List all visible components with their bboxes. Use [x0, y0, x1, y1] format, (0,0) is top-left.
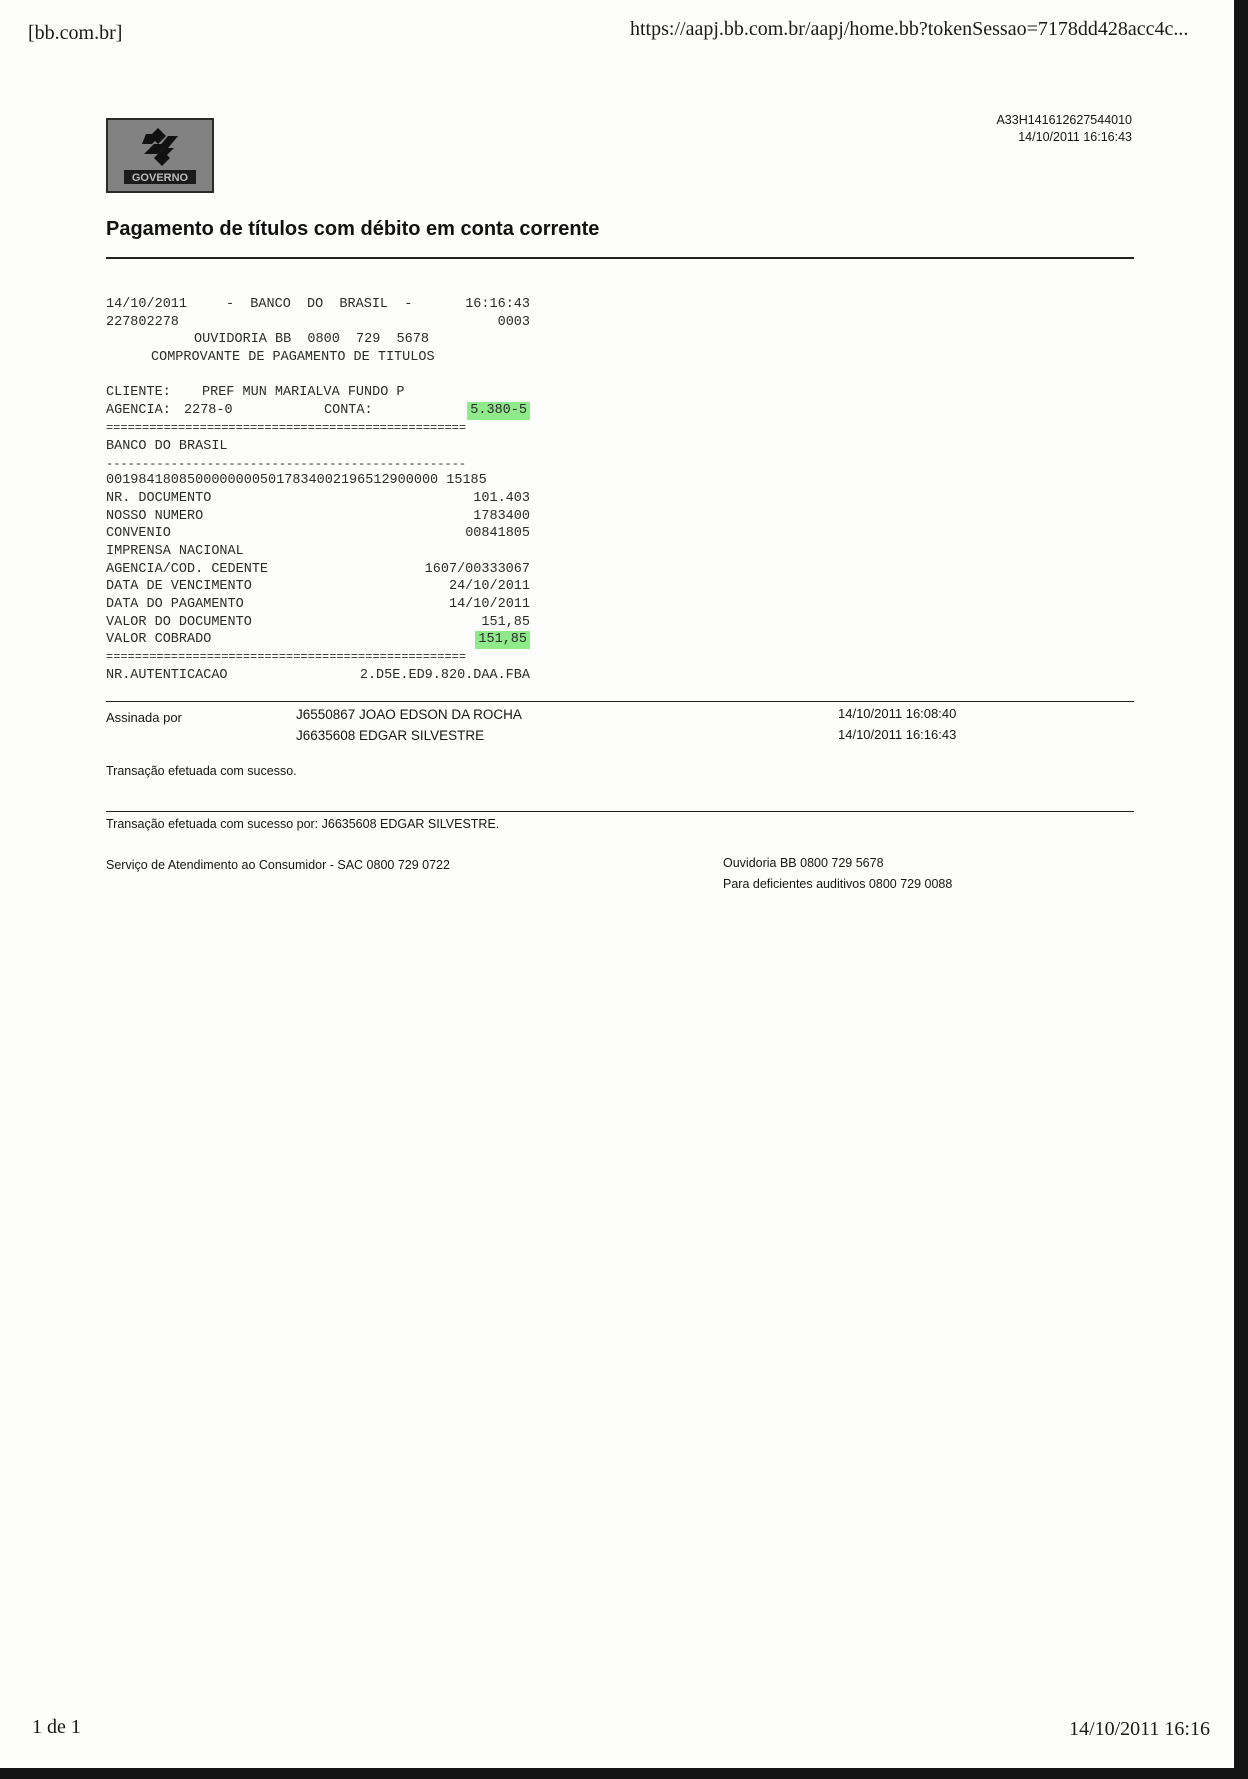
receipt-heading: COMPROVANTE DE PAGAMENTO DE TITULOS [151, 350, 435, 365]
print-footer-page: 1 de 1 [32, 1716, 81, 1738]
receipt-date: 14/10/2011 [106, 297, 188, 312]
receipt-sequence: 0003 [497, 315, 530, 330]
barcode-digits: 00198418085000000005017834002196512900000 15185 [106, 473, 487, 488]
ombudsman-contact: Ouvidoria BB 0800 729 5678 [723, 856, 884, 870]
receipt-single-rule: -------------------------------------------------- [106, 457, 467, 471]
agency-value: 2278-0 [184, 403, 233, 418]
auth-label: NR.AUTENTICACAO [106, 668, 228, 683]
client-name: PREF MUN MARIALVA FUNDO P [202, 385, 405, 400]
account-value-highlighted: 5.380-5 [467, 402, 530, 420]
receipt-line-2 [106, 314, 530, 332]
session-timestamp: 14/10/2011 16:16:43 [1018, 130, 1132, 144]
receipt-number: 227802278 [106, 315, 179, 330]
print-header-url: https://aapj.bb.com.br/aapj/home.bb?tokenSessao=7178dd428acc4c... [630, 18, 1189, 40]
field-value: 1783400 [473, 509, 530, 524]
receipt-barcode-line [106, 472, 530, 490]
field-value: 1607/00333067 [424, 562, 530, 577]
auth-value: 2.D5E.ED9.820.DAA.FBA [359, 668, 530, 683]
signed-by-label: Assinada por [106, 710, 182, 725]
field-value-highlighted: 151,85 [475, 631, 530, 649]
sac-contact: Serviço de Atendimento ao Consumidor - SAC 0800 729 0722 [106, 858, 450, 872]
status-message: Transação efetuada com sucesso. [106, 764, 297, 778]
signatures-divider [106, 701, 1134, 702]
receipt-double-rule-1: ================================================== [106, 421, 467, 435]
hearing-impaired-contact: Para deficientes auditivos 0800 729 0088 [723, 877, 953, 891]
field-value: 101.403 [473, 491, 530, 506]
receipt-field-row [106, 578, 530, 596]
page-title: Pagamento de títulos com débito em conta corrente [106, 218, 600, 240]
receipt-field-row [106, 490, 530, 508]
receipt-field-row [106, 614, 530, 632]
receipt-time: 16:16:43 [465, 297, 530, 312]
field-value: 14/10/2011 [448, 597, 530, 612]
field-label: DATA DE VENCIMENTO [106, 579, 252, 594]
field-label: AGENCIA/COD. CEDENTE [106, 562, 269, 577]
signer-timestamp: 14/10/2011 16:16:43 [838, 727, 957, 742]
footer-divider [106, 811, 1134, 812]
field-label: CONVENIO [106, 526, 171, 541]
status-detail: Transação efetuada com sucesso por: J6635608 EDGAR SILVESTRE. [106, 817, 500, 831]
logo-caption: GOVERNO [131, 172, 189, 184]
receipt-bank-banner: - BANCO DO BRASIL - [226, 297, 413, 312]
field-value: 00841805 [465, 526, 530, 541]
receipt-auth-row [106, 667, 530, 685]
bb-logo-icon [108, 120, 212, 191]
field-label: VALOR DO DOCUMENTO [106, 615, 252, 630]
signer-name: J6635608 EDGAR SILVESTRE [296, 728, 485, 743]
field-label: NR. DOCUMENTO [106, 491, 212, 506]
receipt-field-row [106, 596, 530, 614]
title-divider [106, 257, 1134, 259]
print-footer-datetime: 14/10/2011 16:16 [1069, 1718, 1210, 1740]
signer-name: J6550867 JOAO EDSON DA ROCHA [296, 707, 522, 722]
field-label: NOSSO NUMERO [106, 509, 204, 524]
receipt-client-row [106, 384, 530, 402]
field-label: IMPRENSA NACIONAL [106, 544, 244, 559]
field-label: VALOR COBRADO [106, 632, 212, 647]
receipt-field-row [106, 543, 530, 561]
bb-governo-logo [106, 118, 214, 193]
receipt-field-row [106, 561, 530, 579]
section-bank-label: BANCO DO BRASIL [106, 439, 228, 454]
receipt-field-row [106, 508, 530, 526]
account-label: CONTA: [324, 403, 373, 418]
receipt-field-row [106, 631, 530, 649]
receipt-double-rule-2: ================================================== [106, 650, 467, 664]
receipt-ombudsman: OUVIDORIA BB 0800 729 5678 [194, 332, 429, 347]
receipt-section-bank [106, 438, 530, 456]
session-code: A33H141612627544010 [996, 113, 1132, 127]
field-value: 151,85 [481, 615, 530, 630]
agency-label: AGENCIA: [106, 403, 171, 418]
print-header-left: [bb.com.br] [28, 22, 123, 44]
signer-timestamp: 14/10/2011 16:08:40 [838, 706, 957, 721]
field-label: DATA DO PAGAMENTO [106, 597, 244, 612]
receipt-account-row [106, 402, 530, 420]
receipt-field-row [106, 525, 530, 543]
client-label: CLIENTE: [106, 385, 171, 400]
field-value: 24/10/2011 [448, 579, 530, 594]
receipt-line-1 [106, 296, 530, 314]
